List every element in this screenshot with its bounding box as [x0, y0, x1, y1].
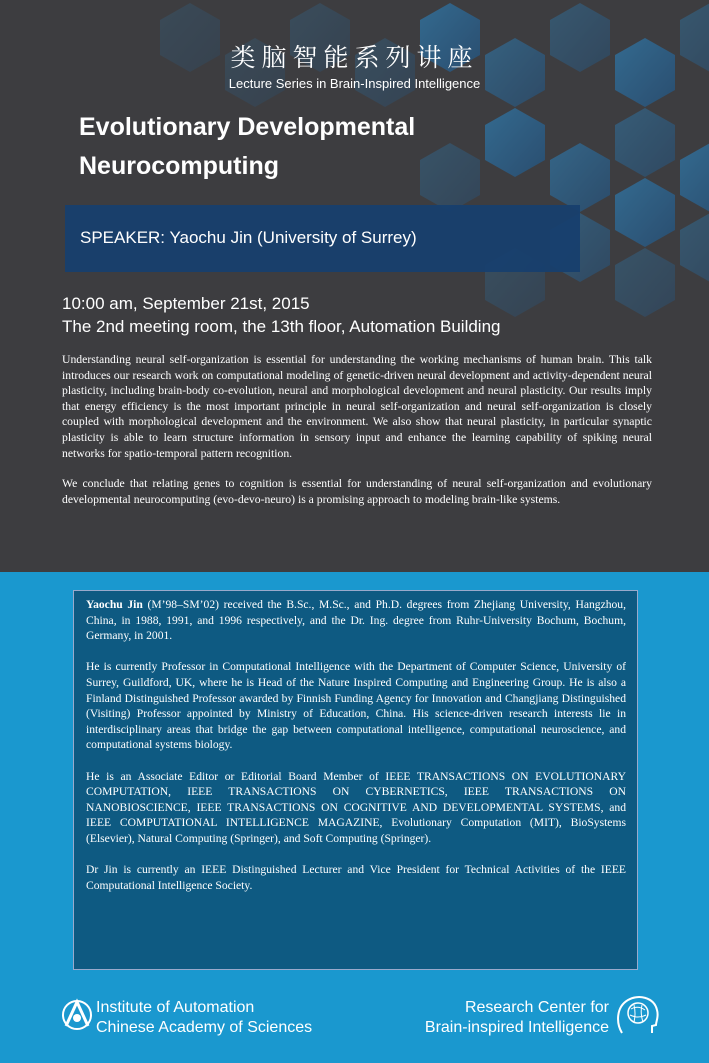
center-line1: Research Center for	[464, 999, 609, 1016]
institute-line1: Institute of Automation	[96, 999, 255, 1016]
series-title-chinese: 类脑智能系列讲座	[230, 43, 479, 72]
talk-title-line1: Evolutionary Developmental	[79, 113, 416, 141]
bio-paragraph: He is currently Professor in Computational Intelligence with the Department of Computer Science, University of Surrey, Guildford, UK, where he is Head of the Nature Inspired Computing and Engineering Group. He is also a Finland Distinguished Professor awarded by Finnish Funding Agency for Innovation and Changjiang Distinguished (Visiting) Professor appointed by Ministry of Education, China. His science-driven research interests lie in interdisciplinary areas that bridge the gap between computational intelligence, computational neuroscience, and computational systems biology.	[86, 660, 626, 752]
time-location	[62, 292, 501, 338]
brain-head-logo-icon	[612, 993, 662, 1039]
abstract	[62, 352, 652, 522]
abstract-paragraph: We conclude that relating genes to cognition is essential for understanding of neural self-organization and evolutionary developmental neurocomputing (evo-devo-neuro) is a promising approach to modeling brain-like systems.	[62, 477, 652, 506]
institute-name	[96, 998, 312, 1038]
research-center-name	[425, 998, 609, 1038]
bio-paragraph: Dr Jin is currently an IEEE Distinguished Lecturer and Vice President for Technical Activities of the IEEE Computational Intelligence Society.	[86, 863, 626, 892]
talk-title	[79, 108, 639, 186]
talk-time: 10:00 am, September 21st, 2015	[62, 294, 310, 313]
center-line2: Brain-inspired Intelligence	[424, 1019, 609, 1036]
talk-title-line2: Neurocomputing	[79, 152, 279, 180]
bio-paragraph: He is an Associate Editor or Editorial Board Member of IEEE TRANSACTIONS ON EVOLUTIONARY COMPUTATION, IEEE TRANSACTIONS ON CYBERNETICS, IEEE TRANSACTIONS ON NANOBIOSCIENCE, IEEE TRANSACTIONS ON COGNITIVE AND DEVELOPMENTAL SYSTEMS, and IEEE COMPUTATIONAL INTELLIGENCE MAGAZINE, Evolutionary Computation (MIT), BioSystems (Elsevier), Natural Computing (Springer), and Soft Computing (Springer).	[86, 769, 626, 845]
series-title-english: Lecture Series in Brain-Inspired Intelligence	[228, 76, 481, 91]
bio-paragraph	[86, 597, 626, 644]
abstract-paragraph: Understanding neural self-organization is essential for understanding the working mechanisms of human brain. This talk introduces our research work on computational modeling of genetic-driven neural development and activity-dependent neural plasticity, including brain-body co-evolution, neural and morphological development and neural plasticity. Our results imply that energy efficiency is the most important principle in neural self-organization and neural self-organization is closely coupled with morphological development and the environment. We also show that neural plasticity, in particular synaptic plasticity is able to learn structure information in sensory input and enhance the learning capability of spiking neural networks for spatio-temporal pattern recognition.	[62, 353, 652, 460]
institute-line2: Chinese Academy of Sciences	[96, 1019, 313, 1036]
speaker-name: Yaochu Jin	[86, 598, 143, 611]
bio-degrees: (M’98–SM’02) received the B.Sc., M.Sc., and Ph.D. degrees from Zhejiang University, Hangzhou, China, in 1988, 1991, and 1996 respectively, and the Dr. Ing. degree from Ruhr-University Bochum, Bochum, Germany, in 2001.	[86, 598, 626, 643]
casia-logo-icon	[60, 996, 94, 1034]
speaker-label: SPEAKER: Yaochu Jin (University of Surrey)	[80, 228, 417, 247]
bio-text	[86, 597, 626, 909]
talk-location: The 2nd meeting room, the 13th floor, Automation Building	[62, 317, 501, 336]
